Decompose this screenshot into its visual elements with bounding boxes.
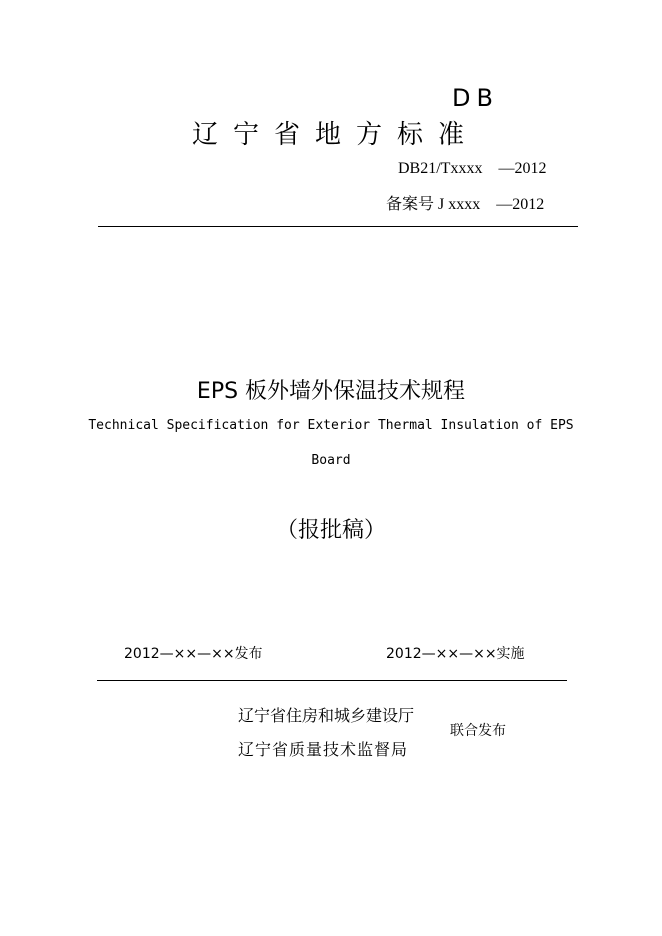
implementation-date: 2012—××—××实施 (386, 646, 525, 662)
draft-label: （报批稿） (275, 518, 386, 543)
footer-divider (97, 680, 567, 681)
document-title: EPS 板外墙外保温技术规程 (196, 379, 466, 404)
document-title-english-line-2: Board (311, 453, 351, 468)
standard-number: DB21/Txxxx —2012 (398, 160, 547, 177)
header-divider (98, 226, 578, 227)
joint-release-label: 联合发布 (450, 723, 506, 739)
standard-title: 辽宁省地方标准 (192, 120, 480, 150)
release-date: 2012—××—××发布 (124, 646, 263, 662)
document-title-english-line-1: Technical Specification for Exterior Thermal Insulation of EPS (88, 418, 574, 433)
issuer-quality-bureau: 辽宁省质量技术监督局 (238, 740, 409, 759)
db-mark: DB (452, 84, 499, 112)
issuer-housing-department: 辽宁省住房和城乡建设厅 (238, 706, 415, 725)
filing-number: 备案号 J xxxx —2012 (386, 196, 545, 213)
